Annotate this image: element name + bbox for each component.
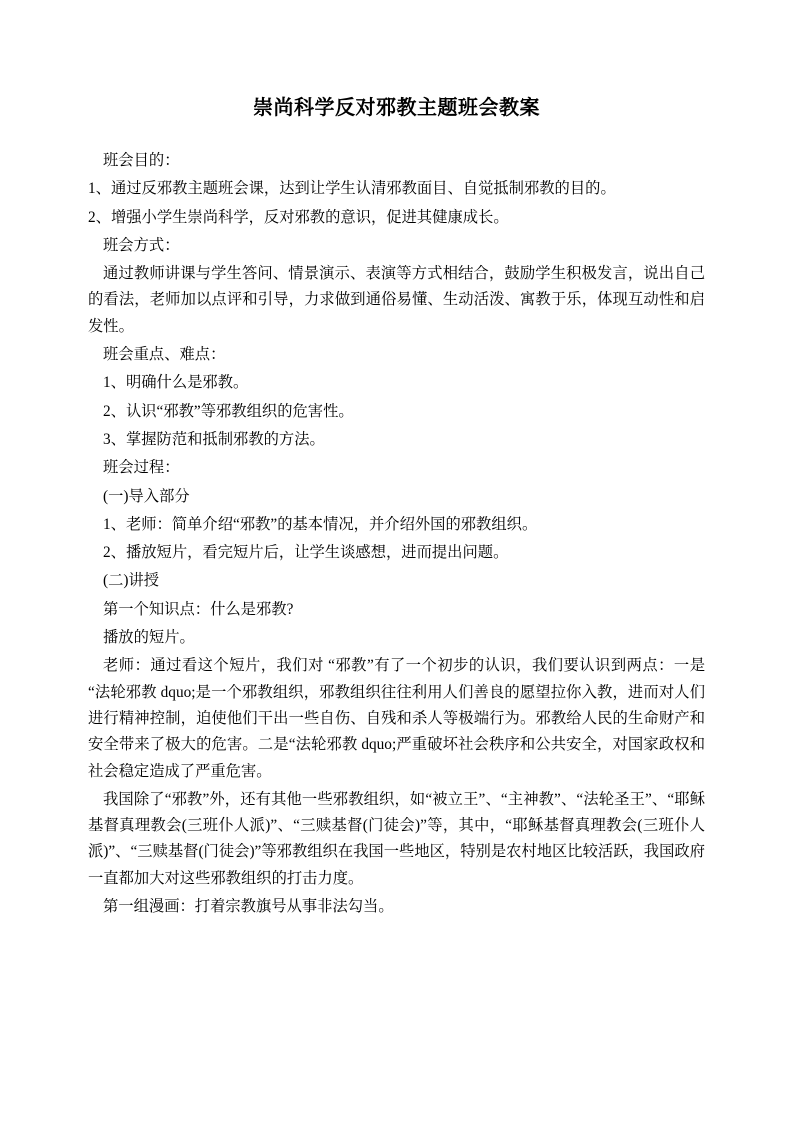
paragraph: 第一组漫画：打着宗教旗号从事非法勾当。: [103, 898, 394, 916]
paragraph: 2、增强小学生崇尚科学，反对邪教的意识，促进其健康成长。: [88, 208, 509, 226]
page-title: 崇尚科学反对邪教主题班会教案: [253, 97, 540, 119]
paragraph: 老师：通过看这个短片，我们对 “邪教”有了一个初步的认识，我们要认识到两点：一是“法轮邪教 dquo;是一个邪教组织，邪教组织往往利用人们善良的愿望拉你入教，进而对人们进行精神控制，迫使他们干出一些自伤、自残和杀人等极端行为。邪教给人民的生命财产和安全带来了极大的危害。二是“法轮邪教 dquo;严重破坏社会秩序和公共安全，对国家政权和社会稳定造成了严重危害。: [88, 657, 705, 780]
paragraph: 我国除了“邪教”外，还有其他一些邪教组织，如“被立王”、“主神教”、“法轮圣王”、“耶稣基督真理教会(三班仆人派)”、“三赎基督(门徒会)”等，其中，“耶稣基督真理教会(三班仆人派)”、“三赎基督(门徒会)”等邪教组织在我国一些地区，特别是农村地区比较活跃，我国政府一直都加大对这些邪教组织的打击力度。: [88, 790, 705, 887]
paragraph: 播放的短片。: [103, 629, 195, 647]
document-body: [88, 148, 705, 920]
paragraph: (一)导入部分: [103, 487, 190, 505]
paragraph: 2、认识“邪教”等邪教组织的危害性。: [103, 402, 354, 420]
paragraph: 1、通过反邪教主题班会课，达到让学生认清邪教面目、自觉抵制邪教的目的。: [88, 180, 616, 198]
paragraph: 第一个知识点：什么是邪教?: [103, 600, 294, 618]
paragraph: 通过教师讲课与学生答问、情景演示、表演等方式相结合，鼓励学生积极发言，说出自己的看法，老师加以点评和引导，力求做到通俗易懂、生动活泼、寓教于乐，体现互动性和启发性。: [88, 265, 705, 335]
paragraph: (二)讲授: [103, 572, 160, 590]
paragraph: 班会目的：: [103, 152, 180, 169]
paragraph: 班会重点、难点：: [103, 346, 226, 364]
paragraph: 1、明确什么是邪教。: [103, 374, 249, 392]
paragraph: 1、老师：简单介绍“邪教”的基本情况，并介绍外国的邪教组织。: [103, 515, 538, 533]
paragraph: 班会方式：: [103, 236, 180, 254]
paragraph: 3、掌握防范和抵制邪教的方法。: [103, 430, 325, 448]
paragraph: 2、播放短片，看完短片后，让学生谈感想，进而提出问题。: [103, 544, 509, 562]
paragraph: 班会过程：: [103, 459, 180, 477]
